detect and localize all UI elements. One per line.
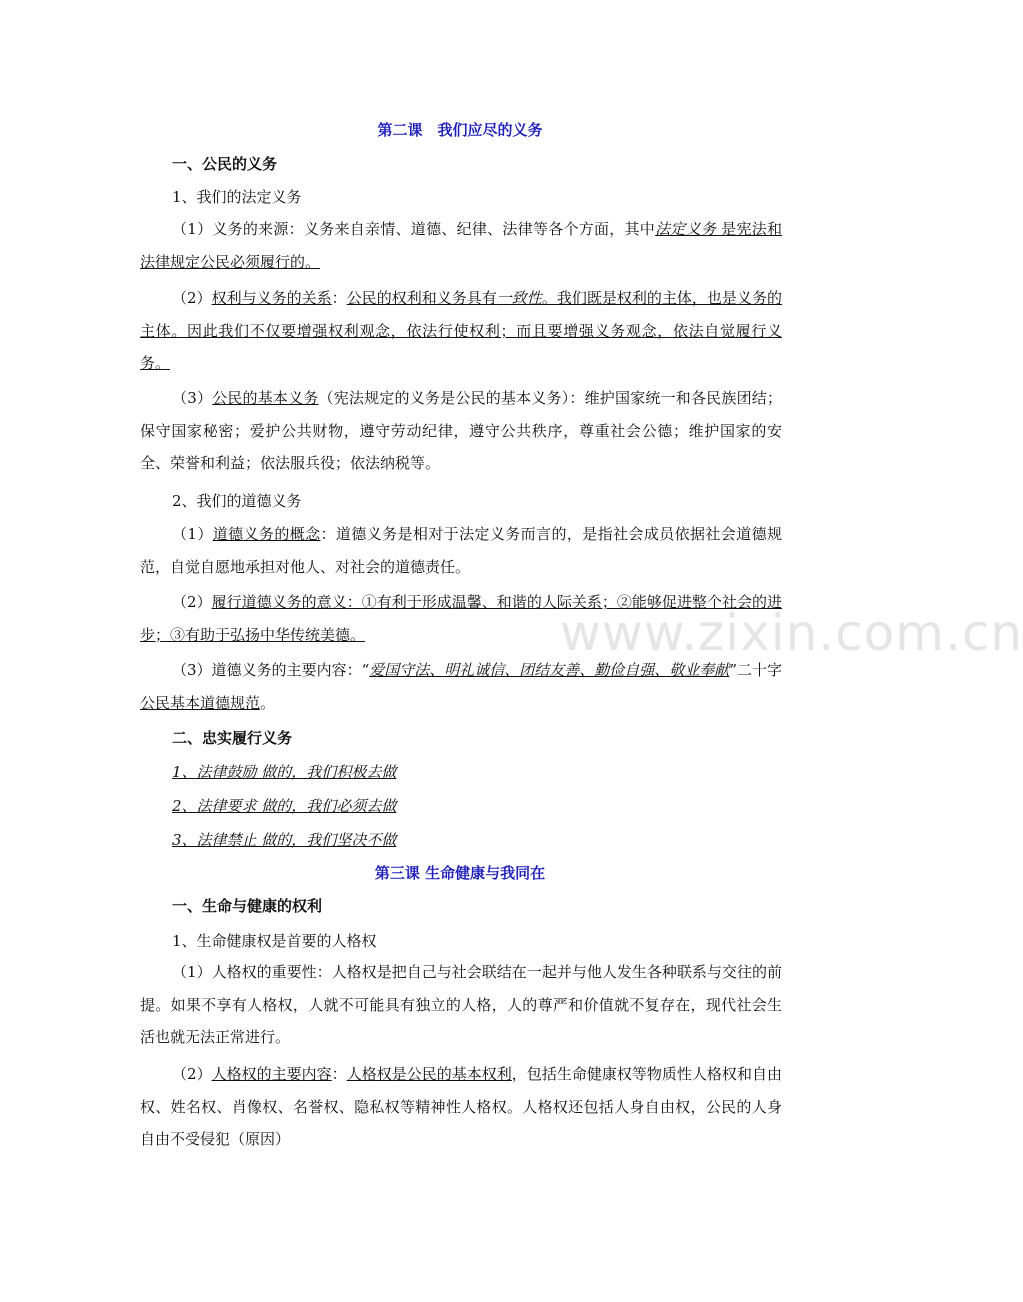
text: 公民的基本义务 (212, 389, 319, 407)
text: 法定义务 (655, 220, 717, 238)
watermark: www.zixin.com.cn (560, 604, 1023, 662)
lesson2-paragraph-4 (140, 518, 782, 583)
lesson3-paragraph-2 (140, 1058, 782, 1156)
text: 人格权的主要内容 (211, 1065, 332, 1083)
lesson3-section1-heading: 一、生命与健康的权利 (172, 897, 323, 915)
lesson2-paragraph-1 (140, 213, 782, 278)
text: ”二十字 (729, 661, 782, 679)
text: 是宪法和法律规定公民必须履行的。 (140, 220, 782, 271)
text: 一致性 (496, 289, 542, 307)
text: （1）义务的来源：义务来自亲情、道德、纪律、法律等各个方面，其中 (172, 220, 656, 238)
lesson3-sub1-heading: 1、生命健康权是首要的人格权 (172, 932, 377, 950)
text: ，包括生命健康权等物质性人格权和自由权、姓名权、肖像权、名誉权、隐私权等精神性人格权。人格权还包括人身自由权，公民的人身自由不受侵犯（原因） (140, 1065, 782, 1148)
list-item: 3、法律禁止 做的，我们坚决不做 (172, 831, 397, 849)
lesson2-paragraph-3 (140, 382, 782, 480)
lesson2-paragraph-6 (140, 654, 782, 719)
text: （3） (172, 389, 213, 407)
text: 爱国守法、明礼诚信、团结友善、勤俭自强、敬业奉献 (369, 661, 730, 679)
lesson2-title: 第二课 我们应尽的义务 (377, 121, 543, 139)
text: （2） (172, 289, 212, 307)
text: 。 (260, 693, 276, 712)
text: （2） (172, 1065, 212, 1083)
text: 公民基本道德规范 (140, 693, 261, 712)
text: 。我们既是权利的主体，也是义务的主体。因此我们不仅要增强权利观念，依法行使权利；而且要增强义务观念，依法自觉履行义务。 (140, 289, 782, 372)
lesson2-sub2-heading: 2、我们的道德义务 (172, 492, 302, 510)
lesson2-section2-heading: 二、忠实履行义务 (172, 729, 293, 747)
lesson2-paragraph-2 (140, 282, 782, 380)
text: （3）道德义务的主要内容：“ (172, 661, 370, 679)
list-item: 2、法律要求 做的，我们必须去做 (172, 797, 397, 815)
text: 履行道德义务的意义 (211, 593, 347, 611)
text: 道德义务的概念 (212, 525, 321, 543)
lesson2-sub1-heading: 1、我们的法定义务 (172, 188, 302, 206)
lesson3-paragraph-1: （1）人格权的重要性：人格权是把自己与社会联结在一起并与他人发生各种联系与交往的前提。如果不享有人格权，人就不可能具有独立的人格，人的尊严和价值就不复存在，现代社会生活也就无法正常进行。 (140, 963, 782, 1046)
text: ： (331, 289, 347, 307)
text: 公民的权利和义务具有 (346, 289, 497, 307)
text: （1） (172, 525, 213, 543)
text: （2） (172, 593, 212, 611)
list-item: 1、法律鼓励 做的，我们积极去做 (172, 763, 397, 781)
text: ：道德义务是相对于法定义务而言的，是指社会成员依据社会道德规范，自觉自愿地承担对他人、对社会的道德责任。 (140, 525, 782, 576)
text: （宪法规定的义务是公民的基本义务）：维护国家统一和各民族团结；保守国家秘密；爱护公共财物，遵守劳动纪律，遵守公共秩序，尊重社会公德；维护国家的安全、荣誉和利益；依法服兵役；依法纳税等。 (140, 389, 782, 472)
text: ：①有利于形成温馨、和谐的人际关系；②能够促进整个社会的进步；③有助于弘扬中华传统美德。 (140, 593, 782, 644)
text: 权利与义务的关系 (211, 289, 332, 307)
lesson3-title: 第三课 生命健康与我同在 (374, 864, 546, 882)
text: 人格权是公民的基本权利 (346, 1065, 512, 1083)
lesson2-section1-heading: 一、公民的义务 (172, 155, 278, 173)
text: ： (331, 1065, 347, 1083)
